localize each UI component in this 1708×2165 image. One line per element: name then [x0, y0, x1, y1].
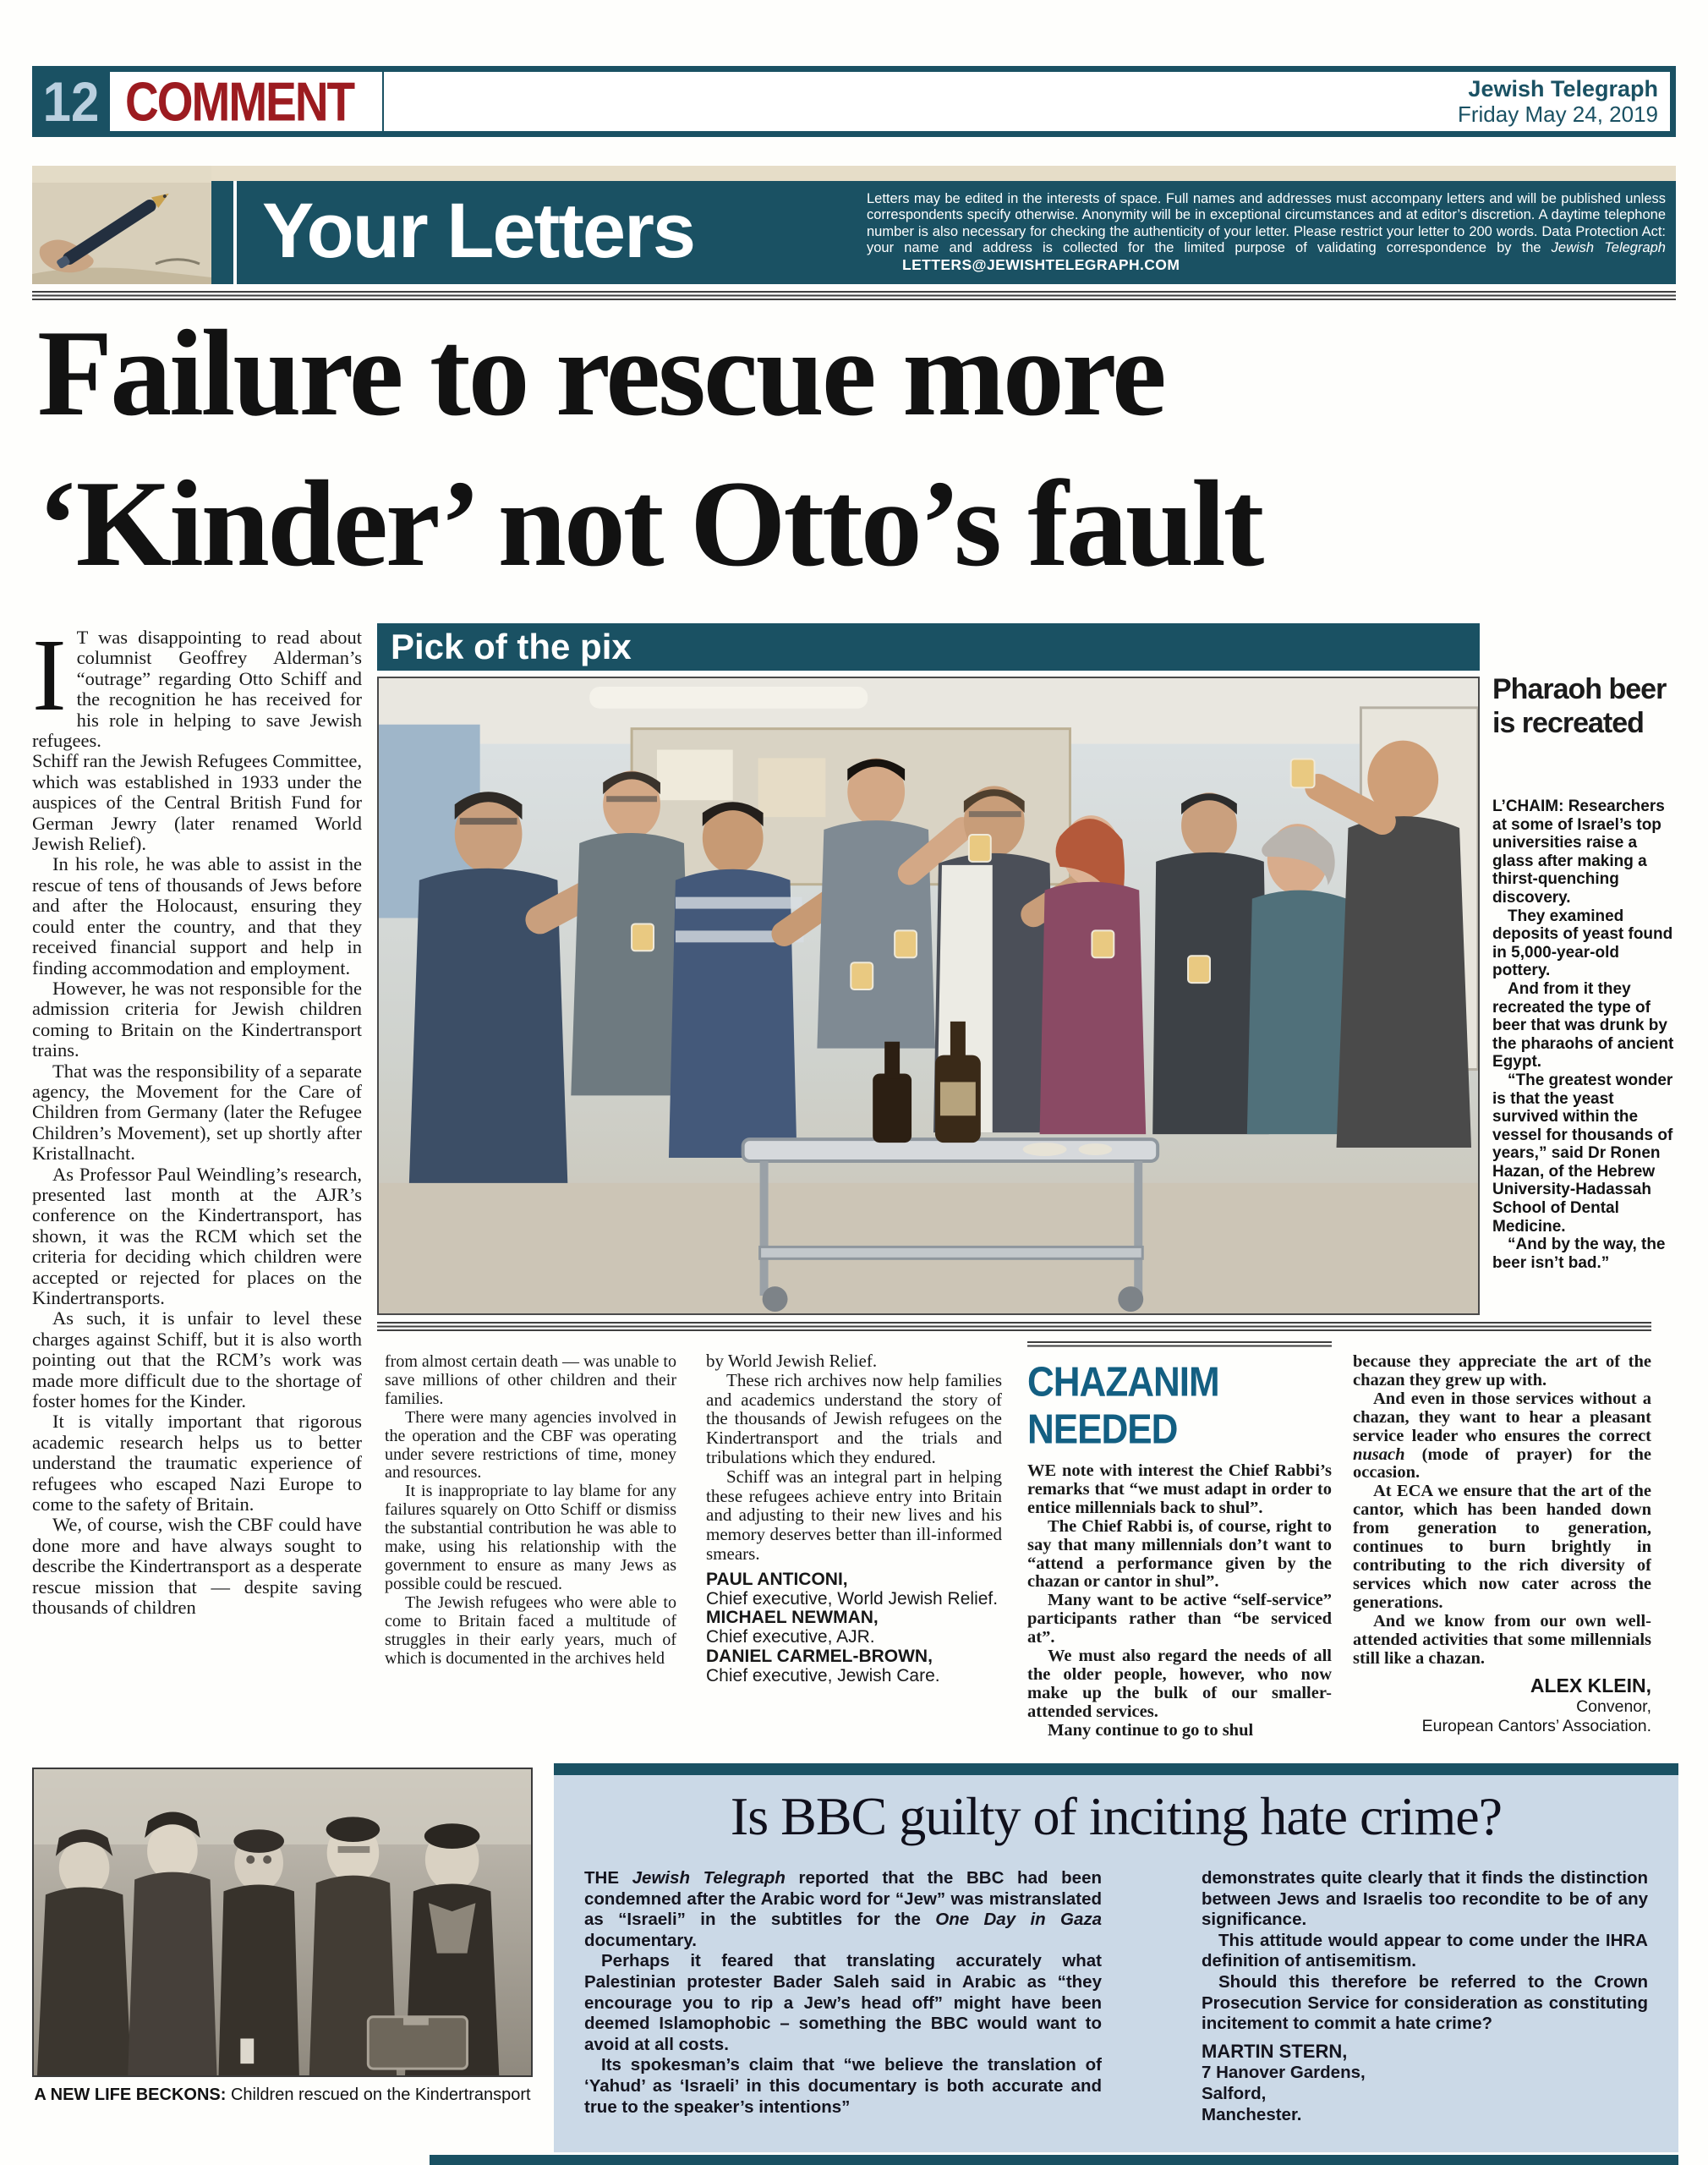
letter-otto-column-3 [706, 1351, 1002, 1762]
kindertransport-photo-image [32, 1768, 533, 2077]
drop-cap: I [32, 628, 67, 732]
toast-photo [377, 677, 1480, 1315]
chazanim-rule [1027, 1341, 1332, 1347]
headline-line1: Failure to rescue more [37, 304, 1164, 441]
paragraph: The Jewish refugees who were able to come to Britain faced a multitude of struggles in their early years, much of which is documented in the archives held [385, 1592, 676, 1668]
kindertransport-caption: A NEW LIFE BECKONS: Children rescued on the Kindertransport [34, 2086, 531, 2104]
masthead-divider [382, 72, 384, 131]
signature-title: European Cantors’ Association. [1421, 1717, 1651, 1736]
letter-otto-column-2 [385, 1353, 676, 1755]
pharaoh-beer-story [1492, 672, 1679, 1308]
signature-title: 7 Hanover Gardens, [1202, 2063, 1366, 2083]
signature-title: Manchester. [1202, 2105, 1302, 2125]
bbc-headline: Is BBC guilty of inciting hate crime? [730, 1786, 1503, 1846]
letters-email[interactable]: LETTERS@JEWISHTELEGRAPH.COM [902, 255, 1180, 273]
paragraph: However, he was not responsible for the admission criteria for Jewish children coming to Britain on the Kindertransport trains. [32, 977, 362, 1061]
signature-name: MARTIN STERN, [1202, 2040, 1348, 2062]
paragraph: This attitude would appear to come under the IHRA definition of antisemitism. [1202, 1930, 1648, 1971]
paper-name: Jewish Telegraph [1468, 76, 1658, 102]
bbc-column-1 [584, 1868, 1102, 2125]
letters-policy-text: Letters may be edited in the interests of space. Full names and addresses must accompany letters and will be published unless correspondents specify otherwise. Anonymity will be in exceptional circumstances and at editor’s discretion. A daytime telephone number is also necessary for checking the authenticity of your letter. Please restrict your letter to 200 words. Data Protection Act: your name and address is collected for the limited purpose of validating correspondence by the Jewish Telegraph [867, 191, 1666, 256]
issue-date: Friday May 24, 2019 [1457, 101, 1658, 127]
signature-name: PAUL ANTICONI, [706, 1569, 848, 1589]
your-letters-banner [32, 166, 1676, 284]
bbc-column-2-paras [1202, 1868, 1648, 2035]
pick-of-the-pix-title: Pick of the pix [391, 627, 632, 666]
paragraph: They examined deposits of yeast found in 5,000-year-old pottery. [1492, 907, 1673, 980]
letter-otto-column-3-paras [706, 1351, 1002, 1564]
signature-title: Chief executive, World Jewish Relief. [706, 1588, 999, 1609]
pen-icon [32, 166, 211, 284]
pick-of-the-pix-banner [377, 623, 1480, 671]
letter-otto-signatures [706, 1570, 1002, 1686]
signature-title: Convenor, [1576, 1697, 1651, 1717]
paragraph: We, of course, wish the CBF could have done more and have always sought to describe the Kindertransport as a desperate rescue mission that — despite saving thousands of children [32, 1514, 362, 1619]
letter-otto-column-1 [32, 628, 362, 1754]
signature-name: ALEX KLEIN, [1530, 1674, 1651, 1697]
bbc-column-2 [1202, 1868, 1648, 2125]
paragraph: “The greatest wonder is that the yeast survived within the vessel for thousands of years,” said Dr Ronen Hazan, of the Hebrew University-Hadassah School of Dental Medicine. [1492, 1071, 1673, 1236]
kindertransport-photo [32, 1768, 533, 2106]
paragraph: And we know from our own well-attended activities that some millennials still like a chazan. [1353, 1611, 1651, 1668]
paragraph: As Professor Paul Weindling’s research, presented last month at the AJR’s conference on the Kindertransport, has shown, it was the RCM which set the criteria for deciding which children were accepted or rejected for places on the Kindertransports. [32, 1163, 362, 1308]
signature-name: MICHAEL NEWMAN, [706, 1608, 879, 1628]
paragraph: These rich archives now help families and academics understand the story of the thousands of Jewish refugees on the Kindertransport and the trials and tribulations which they endured. [706, 1369, 1002, 1467]
page-number: 12 [42, 70, 100, 133]
chazanim-column-1 [1027, 1462, 1332, 1740]
chazanim-headline: CHAZANIM NEEDED [1027, 1359, 1219, 1453]
letter-otto-column-1-paras [32, 751, 362, 1618]
paragraph: by World Jewish Relief. [706, 1351, 878, 1371]
signature-name: DANIEL CARMEL-BROWN, [706, 1646, 933, 1666]
letter-bbc [554, 1763, 1678, 2152]
paragraph: Many continue to go to shul [1048, 1720, 1254, 1740]
letters-policy [867, 191, 1666, 274]
masthead [32, 66, 1676, 137]
paragraph: There were many agencies involved in the operation and the CBF was operating under severe restrictions of time, money and resources. [385, 1407, 676, 1483]
bbc-signature [1202, 2042, 1648, 2126]
masthead-issue-info [1458, 77, 1670, 125]
your-letters-right [211, 166, 1676, 284]
paragraph: As such, it is unfair to level these charges against Schiff, but it is also worth pointing out that the RCM’s work was made more difficult due to the shortage of foster homes for the Kinder. [32, 1307, 362, 1412]
chazanim-signature [1353, 1674, 1651, 1736]
paragraph: Should this therefore be referred to the Crown Prosecution Service for consideration as constituting incitement to commit a hate crime? [1202, 1971, 1648, 2034]
your-letters-title: Your Letters [233, 181, 694, 284]
paragraph: And from it they recreated the type of beer that was drunk by the pharaohs of ancient Egypt. [1492, 979, 1674, 1072]
pen-illustration [32, 166, 211, 284]
pharaoh-beer-headline: Pharaoh beer is recreated [1492, 673, 1667, 739]
next-section-strip [430, 2155, 1678, 2165]
paragraph: L’CHAIM: Researchers at some of Israel’s top universities raise a glass after making a thirst-quenching discovery. [1492, 797, 1665, 907]
paragraph: Perhaps it feared that translating accurately what Palestinian protester Bader Saleh said in Arabic as “they encourage you to rip a Jew’s head off” might have been deemed Islamophobic – something the BBC would want to avoid at all costs. [584, 1951, 1102, 2054]
paragraph: Schiff was an integral part in helping these refugees achieve entry into Britain and adjusting to their new lives and his memory deserves better than ill-informed smears. [706, 1466, 1002, 1564]
paragraph: Schiff ran the Jewish Refugees Committee, which was established in 1933 under the auspices of the Central British Fund for German Jewry (later renamed World Jewish Relief). [32, 750, 362, 855]
paragraph: from almost certain death — was unable to save millions of other children and their families. [385, 1353, 676, 1408]
signature-title: Chief executive, AJR. [706, 1627, 875, 1647]
signature-title: Salford, [1202, 2084, 1267, 2104]
paragraph: It is inappropriate to lay blame for any failures squarely on Otto Schiff or dismiss the substantial contribution he was able to make, using his relationship with the government to ensure as many Jews as possible could be rescued. [385, 1482, 676, 1593]
masthead-inner [110, 72, 1670, 131]
beige-strip [211, 166, 1676, 181]
chazanim-column-2-paras [1353, 1353, 1651, 1668]
paragraph: In his role, he was able to assist in the rescue of tens of thousands of Jews before and after the Holocaust, ensuring they could enter the country, and that they received financial support and help in finding accommodation and employment. [32, 853, 362, 978]
paragraph: demonstrates quite clearly that it finds the distinction between Jews and Israelis too recondite to be of any significance. [1202, 1868, 1648, 1930]
paragraph: And even in those services without a chazan, they want to hear a pleasant service leader who ensures the correct nusach (mode of prayer) for the occasion. [1353, 1389, 1651, 1483]
letter-otto-first-para: I T was disappointing to read about columnist Geoffrey Alderman’s “outrage” regarding Otto Schiff and the recognition he has received for his role in helping to save Jewish refugees. [32, 628, 362, 752]
paragraph: Many want to be active “self-service” participants rather than “be serviced at”. [1027, 1591, 1332, 1647]
letter-chazanim-column-2 [1353, 1353, 1651, 1761]
separator-rule-photo [377, 1322, 1651, 1332]
your-letters-teal-bar [211, 181, 1676, 284]
paragraph: That was the responsibility of a separate agency, the Movement for the Care of Children from Germany (later the Refugee Children’s Movement), set up shortly after Kristallnacht. [32, 1060, 362, 1165]
pharaoh-beer-body [1492, 797, 1679, 1272]
headline-line2: ‘Kinder’ not Otto’s fault [37, 455, 1262, 592]
signature-title: Chief executive, Jewish Care. [706, 1665, 940, 1685]
letter-chazanim [1027, 1341, 1332, 1760]
paragraph: WE note with interest the Chief Rabbi’s remarks that “we must adapt in order to entice millennials back to shul”. [1027, 1461, 1332, 1517]
paragraph: Its spokesman’s claim that “we believe the translation of ‘Yahud’ as ‘Israeli’ in this documentary is both accurate and true to the speaker’s intentions” [584, 2055, 1102, 2117]
paragraph: The Chief Rabbi is, of course, right to say that many millennials don’t want to “attend a performance given by the chazan or cantor in shul”. [1027, 1516, 1332, 1592]
bbc-columns [584, 1868, 1648, 2125]
main-headline [37, 298, 1669, 599]
paragraph: THE Jewish Telegraph reported that the BBC had been condemned after the Arabic word for “Jew” was mistranslated as “Israeli” in the subtitles for the One Day in Gaza documentary. [584, 1868, 1103, 1950]
section-title: COMMENT [125, 70, 354, 133]
paragraph: It is vitally important that rigorous academic research helps us to better understand the traumatic experience of refugees who escaped Nazi Europe to come to the safety of Britain. [32, 1411, 362, 1516]
bbc-panel [554, 1775, 1678, 2152]
paragraph: because they appreciate the art of the chazan they grew up with. [1353, 1353, 1651, 1389]
paragraph: “And by the way, the beer isn’t bad.” [1492, 1236, 1666, 1272]
bbc-top-bar [554, 1763, 1678, 1775]
paragraph: We must also regard the needs of all the older people, however, who now make up the bulk of our smaller-attended services. [1027, 1647, 1332, 1721]
bbc-column-gutter [1102, 1868, 1202, 2125]
toast-photo-image [379, 678, 1478, 1313]
paragraph: At ECA we ensure that the art of the cantor, which has been handed down from generation to generation, continues to burn brightly in contributing to the rich diversity of services which now cater across the generations. [1353, 1482, 1651, 1612]
